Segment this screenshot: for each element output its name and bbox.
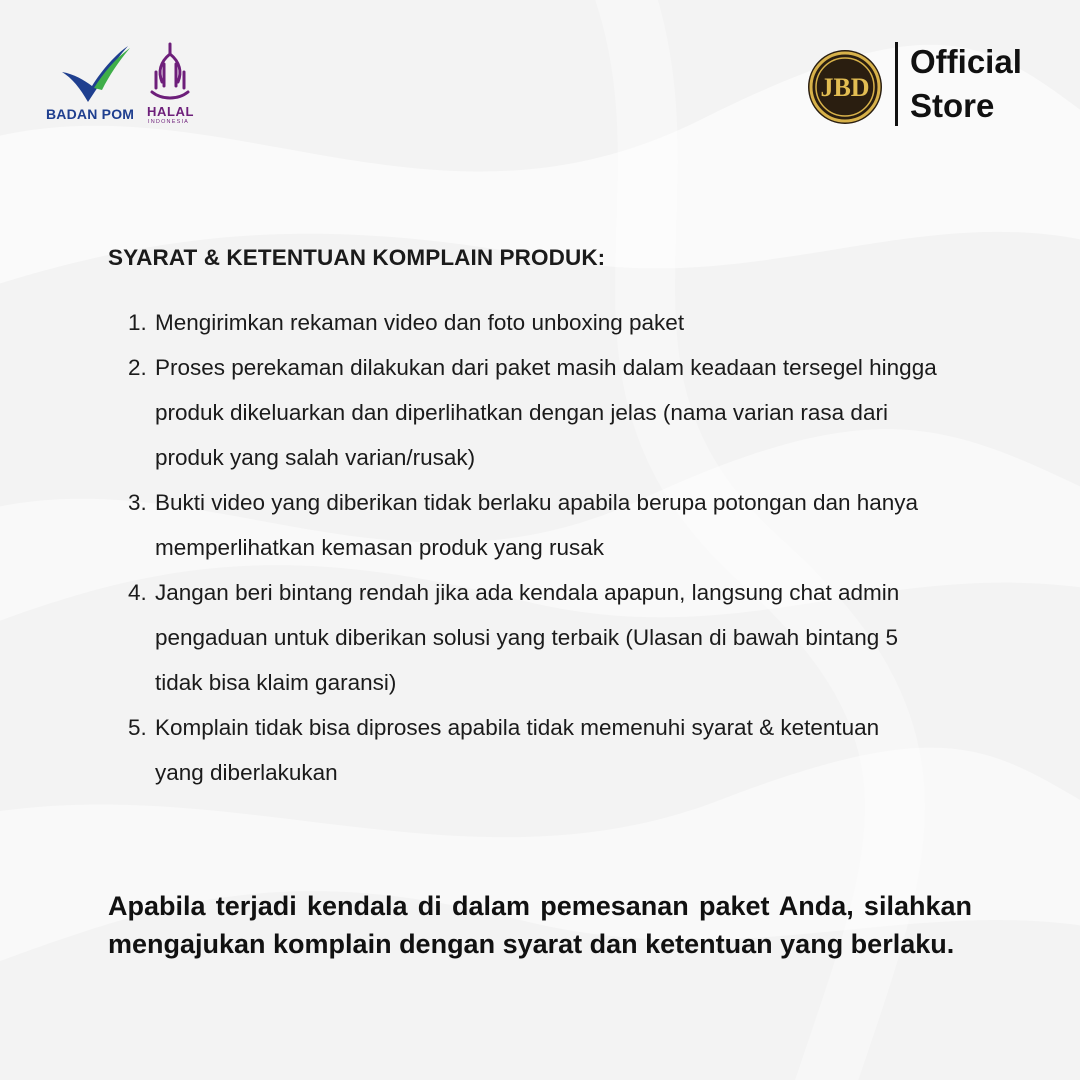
term-number: 2. bbox=[128, 355, 147, 380]
term-number: 1. bbox=[128, 310, 147, 335]
halal-logo-subtext: INDONESIA bbox=[148, 119, 190, 125]
bpom-swoosh-icon bbox=[58, 44, 138, 106]
closing-note: Apabila terjadi kendala di dalam pemesanan paket Anda, silahkan mengajukan komplain dengan syarat dan ketentuan yang berlaku. bbox=[108, 891, 972, 959]
halal-indonesia-logo bbox=[144, 42, 194, 128]
halal-logo-text: HALAL bbox=[147, 104, 195, 119]
term-text: Mengirimkan rekaman video dan foto unboxing paket bbox=[155, 310, 685, 335]
term-item bbox=[128, 705, 988, 795]
bpom-logo bbox=[44, 44, 148, 126]
term-text: Proses perekaman dilakukan dari paket masih dalam keadaan tersegel hingga produk dikeluarkan dan diperlihatkan dengan jelas (nama varian rasa dari produk yang salah varian/rusak) bbox=[155, 355, 937, 470]
term-item bbox=[128, 570, 988, 705]
jbd-brand-logo bbox=[806, 48, 884, 126]
term-text: Komplain tidak bisa diproses apabila tidak memenuhi syarat & ketentuan yang diberlakukan bbox=[155, 715, 880, 785]
store-label-line1: Official bbox=[910, 43, 1022, 80]
bpom-logo-text: BADAN POM bbox=[46, 106, 135, 122]
term-number: 4. bbox=[128, 580, 147, 605]
official-store-label bbox=[910, 40, 1022, 128]
term-number: 3. bbox=[128, 490, 147, 515]
jbd-logo-letters: JBD bbox=[820, 73, 870, 102]
page-title: SYARAT & KETENTUAN KOMPLAIN PRODUK: bbox=[108, 245, 606, 271]
term-item bbox=[128, 480, 988, 570]
term-text: Bukti video yang diberikan tidak berlaku apabila berupa potongan dan hanya memperlihatkan kemasan produk yang rusak bbox=[155, 490, 919, 560]
store-divider bbox=[895, 42, 898, 126]
term-text: Jangan beri bintang rendah jika ada kendala apapun, langsung chat admin pengaduan untuk diberikan solusi yang terbaik (Ulasan di bawah bintang 5 tidak bisa klaim garansi) bbox=[155, 580, 900, 695]
term-item bbox=[128, 300, 988, 345]
store-label-line2: Store bbox=[910, 87, 995, 124]
halal-mark-icon bbox=[148, 42, 192, 104]
terms-list bbox=[128, 300, 988, 795]
term-number: 5. bbox=[128, 715, 147, 740]
term-item bbox=[128, 345, 988, 480]
